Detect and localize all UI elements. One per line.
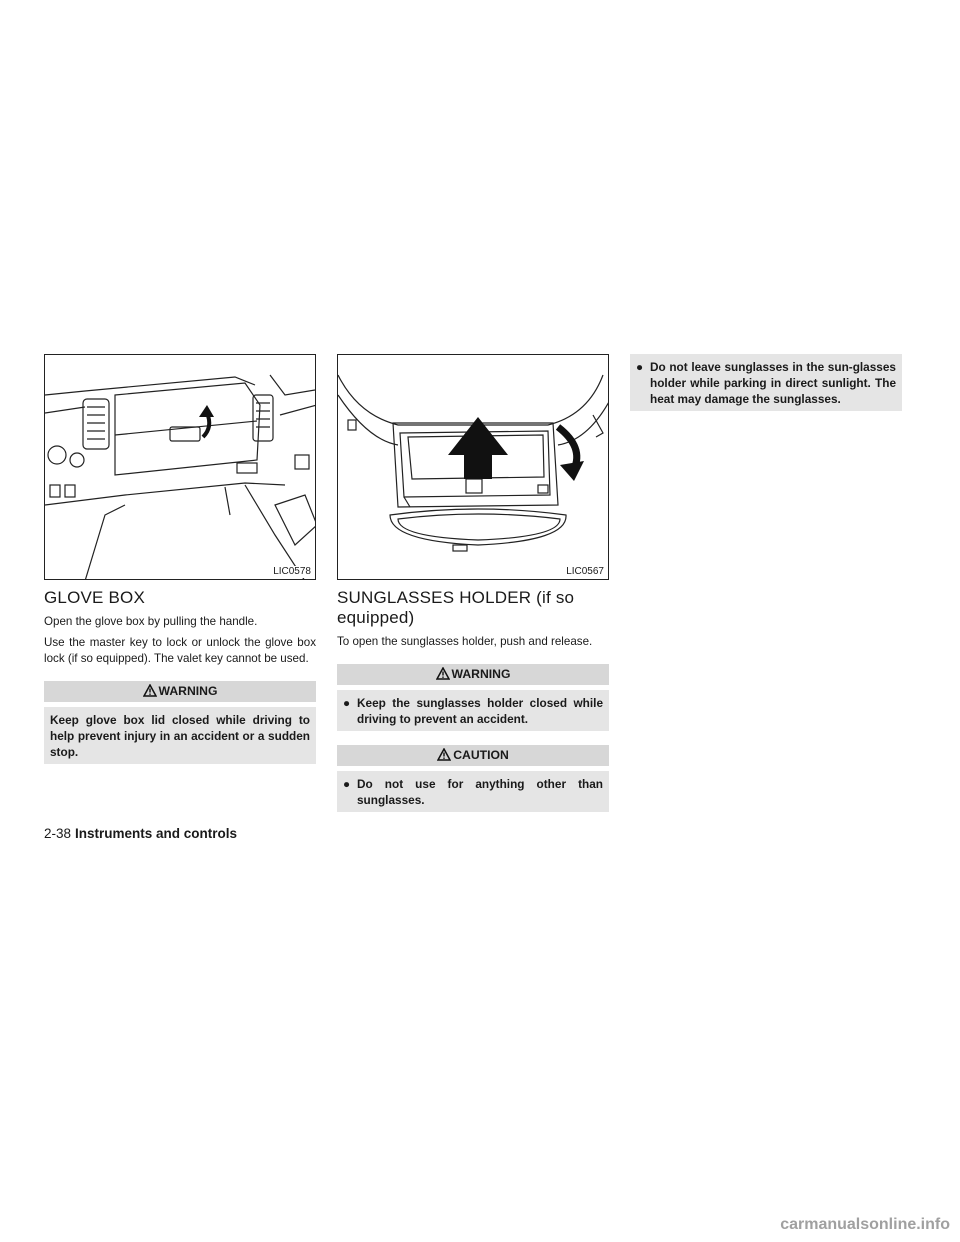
page-footer <box>44 826 237 842</box>
paragraph: Use the master key to lock or unlock the glove box lock (if so equipped). The valet key cannot be used. <box>44 636 316 665</box>
warning-body: Keep glove box lid closed while driving to help prevent injury in an accident or a sudden stop. <box>44 707 316 764</box>
bullet-icon: ● <box>343 777 351 791</box>
caution-body <box>337 771 609 812</box>
curved-arrow-icon <box>199 405 214 437</box>
warning-triangle-icon <box>437 748 451 761</box>
column-glove-box <box>44 354 316 764</box>
section-heading-line: equipped) <box>337 608 415 627</box>
sunglasses-holder-drawing <box>338 355 609 580</box>
column-caution-continued <box>630 354 902 411</box>
caution-header <box>337 745 609 766</box>
warning-header <box>44 681 316 702</box>
warning-body <box>337 690 609 731</box>
caution-body-continued <box>630 354 902 411</box>
warning-header <box>337 664 609 685</box>
figure-label: LIC0578 <box>273 566 311 577</box>
warning-title: WARNING <box>451 667 511 681</box>
glove-box-drawing <box>45 355 316 580</box>
bullet-text: Keep the sunglasses holder closed while driving to prevent an accident. <box>357 696 603 726</box>
section-heading-line: SUNGLASSES HOLDER (if so <box>337 588 575 607</box>
watermark: carmanualsonline.info <box>780 1216 950 1233</box>
section-heading: GLOVE BOX <box>44 588 146 607</box>
section-title: Instruments and controls <box>75 826 238 841</box>
bullet-text: Do not use for anything other than sunglasses. <box>357 777 603 807</box>
curved-arrow-icon <box>558 427 584 481</box>
page-number: 2-38 <box>44 826 72 841</box>
list-item <box>343 776 603 808</box>
bullet-icon: ● <box>636 360 644 374</box>
warning-triangle-icon <box>436 667 450 680</box>
paragraph: To open the sunglasses holder, push and release. <box>337 635 593 648</box>
list-item <box>636 359 896 407</box>
column-sunglasses-holder <box>337 354 609 812</box>
arrow-up-icon <box>448 417 508 479</box>
paragraph: Open the glove box by pulling the handle. <box>44 615 258 628</box>
section-heading <box>337 588 609 628</box>
caution-title: CAUTION <box>453 748 509 762</box>
bullet-icon: ● <box>343 696 351 710</box>
warning-title: WARNING <box>158 684 218 698</box>
figure-label: LIC0567 <box>566 566 604 577</box>
sunglasses-holder-illustration <box>337 354 609 580</box>
warning-triangle-icon <box>143 684 157 697</box>
list-item <box>343 695 603 727</box>
bullet-text: Do not leave sunglasses in the sun-glasses holder while parking in direct sunlight. The heat may damage the sunglasses. <box>650 360 896 406</box>
glove-box-illustration <box>44 354 316 580</box>
